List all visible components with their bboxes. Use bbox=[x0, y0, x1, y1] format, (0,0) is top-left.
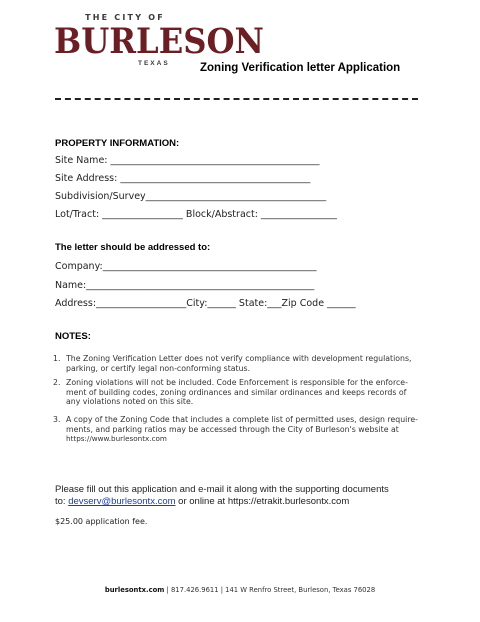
note-number: 3. bbox=[53, 415, 61, 424]
notes-heading: NOTES: bbox=[55, 331, 91, 342]
note-line: ments, and parking ratios may be accessed through the City of Burleson's website at bbox=[66, 424, 399, 434]
note-line: The Zoning Verification Letter does not verify compliance with development regulations, bbox=[66, 354, 412, 363]
site-address-field[interactable]: Site Address: ________________________________________ bbox=[55, 173, 311, 184]
footer-contact: | 817.426.9611 | 141 W Renfro Street, Burleson, Texas 76028 bbox=[164, 586, 376, 594]
logo-texas: TEXAS bbox=[138, 60, 170, 67]
company-field[interactable]: Company:_____________________________________________ bbox=[55, 261, 317, 272]
email-link[interactable]: devserv@burlesontx.com bbox=[68, 496, 176, 507]
note-number: 1. bbox=[53, 354, 61, 363]
address-field[interactable]: Address:___________________City:______ State:___Zip Code ______ bbox=[55, 298, 356, 309]
submit-to-label: to: bbox=[55, 496, 66, 507]
note-number: 2. bbox=[53, 378, 61, 387]
lot-block-field[interactable]: Lot/Tract: _________________ Block/Abstract: ________________ bbox=[55, 209, 337, 220]
footer bbox=[0, 586, 480, 594]
footer-website[interactable]: burlesontx.com bbox=[104, 586, 165, 594]
logo-city-of: THE CITY OF bbox=[85, 13, 165, 22]
name-field[interactable]: Name:________________________________________________ bbox=[55, 280, 315, 291]
application-fee: $25.00 application fee. bbox=[55, 517, 148, 526]
addressed-heading: The letter should be addressed to: bbox=[55, 242, 211, 253]
subdivision-field[interactable]: Subdivision/Survey______________________________________ bbox=[55, 191, 327, 202]
online-link-text[interactable]: or online at https://etrakit.burlesontx.com bbox=[178, 496, 350, 507]
note-line: A copy of the Zoning Code that includes a complete list of permitted uses, design require- bbox=[66, 415, 418, 424]
dashed-divider bbox=[55, 98, 418, 100]
submit-line: Please fill out this application and e-mail it along with the supporting documents bbox=[55, 484, 389, 495]
property-heading: PROPERTY INFORMATION: bbox=[55, 138, 180, 149]
note-line: ment of building codes, zoning ordinances and similar ordinances and keeps records of bbox=[66, 387, 407, 397]
note-line: parking, or certify legal non-conforming status. bbox=[66, 363, 251, 373]
note-line: any violations noted on this site. bbox=[66, 397, 194, 407]
site-name-field[interactable]: Site Name: ____________________________________________ bbox=[55, 155, 320, 166]
zoning-code-url[interactable]: https://www.burlesontx.com bbox=[66, 434, 167, 444]
logo-burleson: BURLESON bbox=[54, 21, 264, 62]
submit-instructions bbox=[55, 484, 389, 508]
document-title: Zoning Verification letter Application bbox=[200, 62, 401, 74]
note-line: Zoning violations will not be included. Code Enforcement is responsible for the enforce- bbox=[66, 378, 408, 387]
